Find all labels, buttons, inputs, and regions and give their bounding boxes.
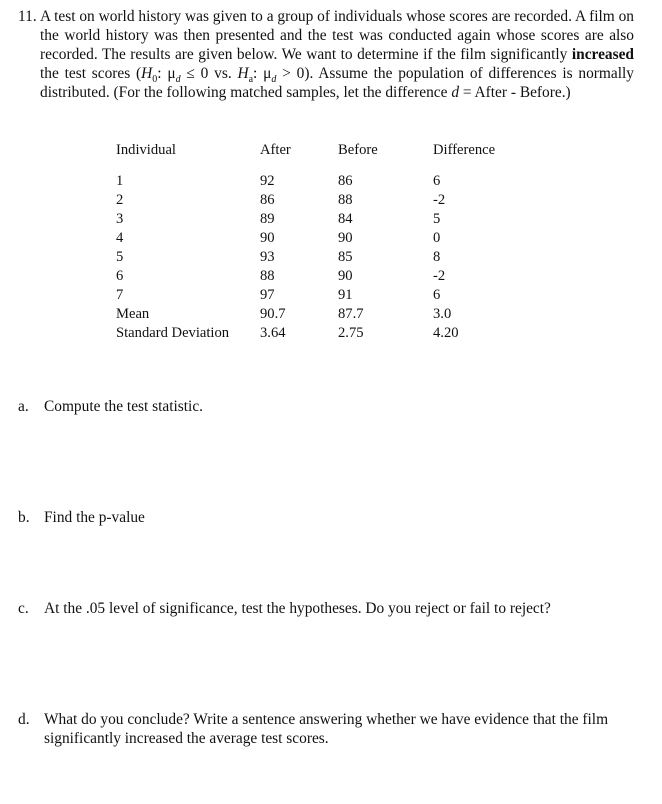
cell-before: 90 bbox=[338, 230, 353, 246]
cell-mean-before: 87.7 bbox=[338, 306, 364, 322]
question-b-label: b. bbox=[18, 509, 30, 526]
cell-mean-after: 90.7 bbox=[260, 306, 286, 322]
cell-after: 88 bbox=[260, 268, 275, 284]
cell-after: 89 bbox=[260, 211, 275, 227]
cell-before: 88 bbox=[338, 192, 353, 208]
question-d-text: What do you conclude? Write a sentence answering whether we have evidence that the film significantly increased the average test scores. bbox=[44, 711, 609, 747]
cell-individual: 2 bbox=[116, 192, 124, 208]
alt-hypothesis-subscript: a bbox=[248, 74, 254, 86]
problem-bold-word: increased bbox=[571, 46, 634, 63]
question-c-label: c. bbox=[18, 600, 29, 617]
cell-difference: -2 bbox=[433, 192, 446, 208]
cell-difference: -2 bbox=[433, 268, 446, 284]
table-row-std-dev bbox=[116, 325, 523, 344]
cell-mean-label: Mean bbox=[116, 306, 150, 322]
problem-number: 11. bbox=[18, 8, 37, 25]
header-individual: Individual bbox=[116, 142, 176, 158]
question-a bbox=[18, 397, 638, 416]
question-d-label: d. bbox=[18, 711, 30, 728]
header-before: Before bbox=[338, 142, 378, 158]
header-difference: Difference bbox=[433, 142, 496, 158]
question-b-text: Find the p-value bbox=[44, 509, 145, 526]
cell-after: 90 bbox=[260, 230, 275, 246]
alt-hypothesis-relation: : μ bbox=[253, 65, 272, 82]
cell-before: 90 bbox=[338, 268, 353, 284]
table-row bbox=[116, 249, 523, 268]
cell-after: 97 bbox=[260, 287, 275, 303]
cell-after: 86 bbox=[260, 192, 275, 208]
cell-sd-before: 2.75 bbox=[338, 325, 364, 341]
null-hypothesis-symbol: H bbox=[141, 65, 153, 82]
cell-before: 84 bbox=[338, 211, 353, 227]
null-hypothesis-rest: ≤ 0 vs. bbox=[180, 65, 238, 82]
cell-individual: 1 bbox=[116, 173, 124, 189]
cell-before: 91 bbox=[338, 287, 353, 303]
cell-sd-label: Standard Deviation bbox=[116, 325, 230, 341]
cell-difference: 6 bbox=[433, 173, 441, 189]
cell-individual: 7 bbox=[116, 287, 124, 303]
problem-statement bbox=[18, 7, 634, 102]
problem-text-part2: the test scores ( bbox=[40, 65, 142, 82]
null-hypothesis-relation: : μ bbox=[157, 65, 176, 82]
problem-text bbox=[40, 7, 634, 102]
cell-sd-after: 3.64 bbox=[260, 325, 286, 341]
cell-individual: 4 bbox=[116, 230, 124, 246]
cell-mean-difference: 3.0 bbox=[433, 306, 452, 322]
null-hypothesis-d: d bbox=[175, 74, 181, 86]
null-hypothesis-subscript: 0 bbox=[152, 74, 158, 86]
table-row bbox=[116, 268, 523, 287]
question-c bbox=[18, 599, 638, 618]
question-b bbox=[18, 508, 638, 527]
cell-after: 93 bbox=[260, 249, 275, 265]
cell-individual: 3 bbox=[116, 211, 124, 227]
cell-before: 86 bbox=[338, 173, 353, 189]
cell-difference: 6 bbox=[433, 287, 441, 303]
cell-difference: 5 bbox=[433, 211, 441, 227]
question-a-text: Compute the test statistic. bbox=[44, 398, 204, 415]
table-row bbox=[116, 192, 523, 211]
table-row-mean bbox=[116, 306, 523, 325]
cell-after: 92 bbox=[260, 173, 275, 189]
cell-before: 85 bbox=[338, 249, 353, 265]
cell-individual: 5 bbox=[116, 249, 124, 265]
table-row bbox=[116, 287, 523, 306]
question-c-text: At the .05 level of significance, test the hypotheses. Do you reject or fail to reject? bbox=[44, 600, 551, 617]
problem-text-part1: A test on world history was given to a group of individuals whose scores are recorded. A film on the world history was then presented and the test was conducted again whose scores are also recorded. The results are given below. We want to determine if the film significantly bbox=[40, 8, 634, 63]
question-a-label: a. bbox=[18, 398, 29, 415]
table-header-row bbox=[116, 142, 523, 173]
cell-difference: 8 bbox=[433, 249, 441, 265]
table-row bbox=[116, 211, 523, 230]
cell-sd-difference: 4.20 bbox=[433, 325, 459, 341]
table-row bbox=[116, 173, 523, 192]
header-after: After bbox=[260, 142, 291, 158]
cell-difference: 0 bbox=[433, 230, 441, 246]
table-row bbox=[116, 230, 523, 249]
problem-text-part3: = After - Before.) bbox=[459, 84, 571, 101]
cell-individual: 6 bbox=[116, 268, 124, 284]
alt-hypothesis-rest: > 0). Assume the population of differences is normally distributed. (For the following matched samples, let the difference bbox=[40, 65, 634, 101]
matched-samples-table bbox=[116, 142, 523, 344]
alt-hypothesis-symbol: H bbox=[237, 65, 249, 82]
alt-hypothesis-d: d bbox=[271, 74, 277, 86]
question-d bbox=[18, 710, 638, 748]
difference-variable: d bbox=[451, 84, 460, 101]
